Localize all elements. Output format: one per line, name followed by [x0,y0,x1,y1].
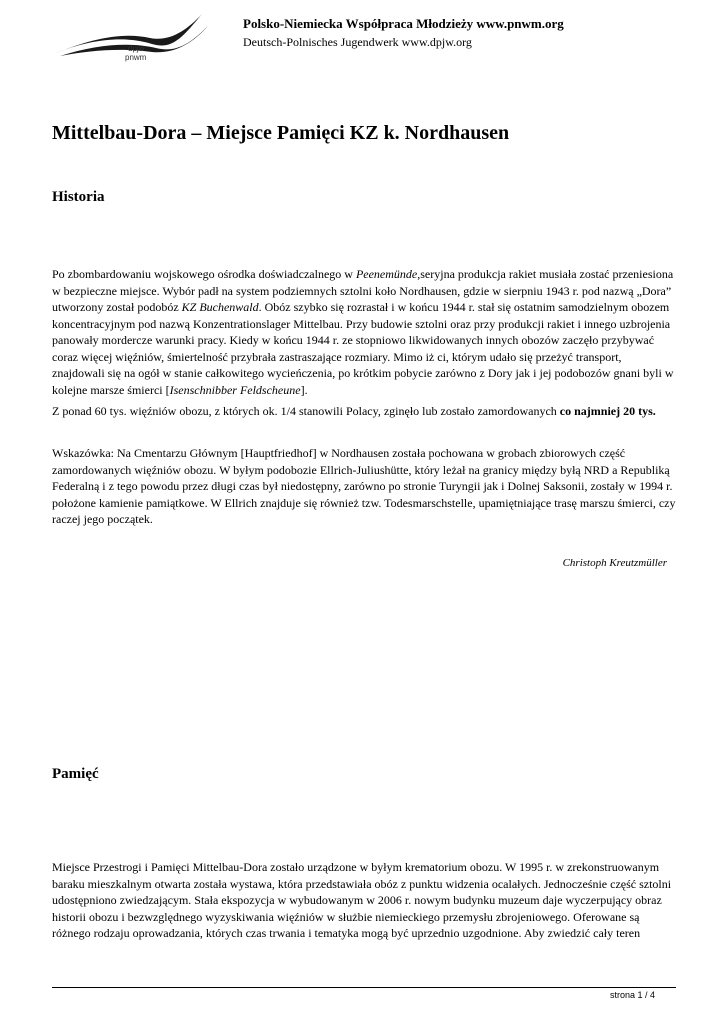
pamiec-paragraph-1: Miejsce Przestrogi i Pamięci Mittelbau-Dora zostało urządzone w byłym krematorium obozu. W 1995 r. w zrekonstruowanym baraku mieszkalnym otwarta została wystawa, która przedstawiała obóz z punktu widzenia ocalałych. Jednocześnie część sztolni udostępniono zwiedzającym. Stała ekspozycja w wybudowanym w 2006 r. nowym budynku muzeum daje wyczerpujący obraz historii obozu i bezwzględnego wyzyskiwania więźniów w służbie niemieckiego przemysłu zbrojeniowego. Oferowane są różnego rodzaju oprowadzania, których czas trwania i tematyka mogą być uprzednio uzgodnione. Aby zwiedzić cały teren [52,860,672,940]
header-org-german: Deutsch-Polnisches Jugendwerk www.dpjw.org [243,35,472,49]
historia-paragraph-2 [52,403,676,420]
text-run: . Obóz szybko się rozrastał i w końcu 1944 r. stał się ostatnim samodzielnym obozem koncentracyjnym pod nazwą Konzentrationslager Mittelbau. Przy budowie sztolni oraz przy produkcji rakiet i innego uzbrojenia panowały mordercze warunki pracy. Kiedy w końcu 1944 r. ze stopniowo likwidowanych innych obozów zaczęło przybywać coraz więcej więźniów, śmiertelność przybrała zastraszające rozmiary. Mimo iż ci, którym udało się przeżyć transport, znajdowali się na ogół w stanie całkowitego wycieńczenia, po krótkim pobycie zarówno z Dory jak i jej podobozów gnani byli w kolejne marsze śmierci [ [52,300,674,397]
page-title: Mittelbau-Dora – Miejsce Pamięci KZ k. Nordhausen [52,122,510,144]
page-number: strona 1 / 4 [609,990,655,1000]
logo-line-dpjw: dpjw [128,44,145,53]
section-heading-historia: Historia [52,189,105,205]
page-header [0,0,725,80]
section-heading-pamiec: Pamięć [52,766,99,782]
text-run: ]. [300,382,308,397]
bold-figure: co najmniej 20 tys. [559,404,656,418]
text-run: seryjna produkcja rakiet musiała zostać przeniesiona w bezpieczne miejsce. Wybór padł na system podziemnych sztolni koło Nordhausen, gdzie w sierpniu 1943 r. pod nazwą „Dora” utworzony został podobóz [52,267,674,314]
organization-logo [52,8,212,70]
historia-paragraph-1 [52,266,676,398]
italic-term-peenemunde: Peenemünde, [355,267,421,281]
italic-term-kz-buchenwald: KZ Buchenwald [181,300,259,314]
logo-wordmark [125,44,147,62]
text-run: Z ponad 60 tys. więźniów obozu, z których ok. 1/4 stanowili Polacy, zginęło lub zostało zamordowanych [52,404,560,418]
text-run: Po zbombardowaniu wojskowego ośrodka doświadczalnego w [52,267,356,281]
logo-line-pnwm: pnwm [125,53,147,62]
historia-paragraph-note: Wskazówka: Na Cmentarzu Głównym [Hauptfriedhof] w Nordhausen została pochowana w grobach zbiorowych część zamordowanych więźniów obozu. W byłym podobozie Ellrich-Juliushütte, który leżał na granicy między byłą NRD a Republiką Federalną i z tego powodu przez długi czas był niedostępny, zarówno po stronie Turyngii jak i Dolnej Saksonii, zostały w 1994 r. położone kamienie pamiątkowe. W Ellrich znajduje się również tzw. Todesmarschstelle, upamiętniające trasę marszu śmierci, czy raczej jego początek. [52,446,676,526]
italic-term-feldscheune: Isenschnibber Feldscheune [169,382,301,397]
footer-divider [52,987,676,988]
author-signature: Christoph Kreutzmüller [562,557,667,569]
header-org-polish: Polsko-Niemiecka Współpraca Młodzieży www.pnwm.org [243,16,564,31]
